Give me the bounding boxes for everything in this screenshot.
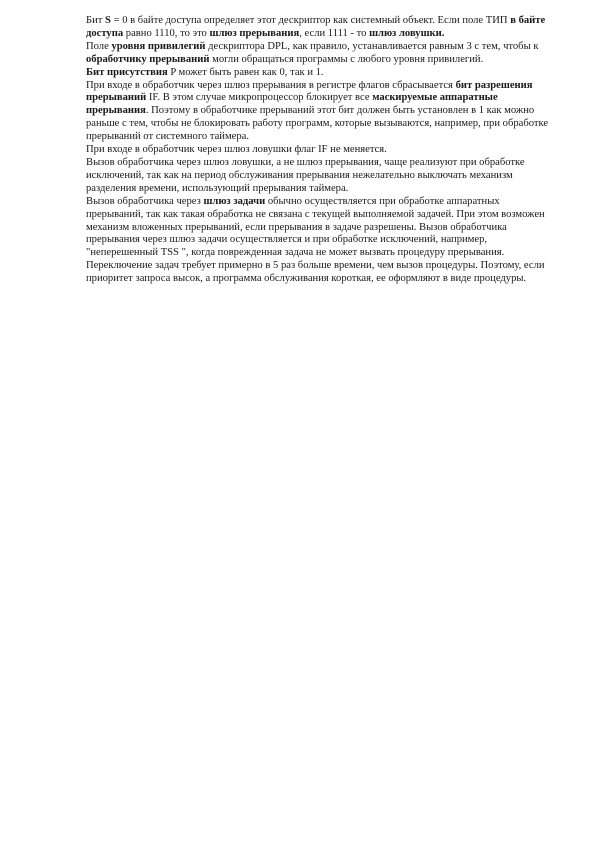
- text-run: Поле: [86, 40, 112, 52]
- paragraph-presence-bit: [86, 67, 554, 80]
- paragraph-trap-gate-entry: [86, 144, 554, 157]
- emphasized-term: маскируемые аппаратные прерывания: [86, 92, 498, 117]
- paragraph-task-gate: [86, 196, 554, 286]
- text-run: дескриптора DPL, как правило, устанавливается равным 3 с тем, чтобы к: [205, 40, 539, 52]
- text-run: При входе в обработчик через шлюз ловушки флаг IF не меняется.: [86, 144, 387, 156]
- text-run: При входе в обработчик через шлюз прерывания в регистре флагов сбрасывается: [86, 79, 456, 91]
- text-run: могли обращаться программы с любого уровня привилегий.: [209, 53, 484, 65]
- text-run: IF. В этом случае микропроцессор блокирует все: [146, 92, 373, 104]
- emphasized-term: обработчику прерываний: [86, 53, 210, 65]
- paragraph-trap-gate-usage: [86, 157, 554, 196]
- text-run: Бит: [86, 15, 106, 26]
- text-run: равно 1110, то это: [123, 27, 210, 39]
- emphasized-term: бит разрешения прерываний: [86, 79, 533, 104]
- paragraph-system-descriptor: [86, 15, 554, 41]
- emphasized-term: шлюз задачи: [203, 195, 266, 207]
- paragraph-privilege-level: [86, 41, 554, 67]
- text-run: P может быть равен как 0, так и 1.: [167, 66, 324, 78]
- text-run: , если 1111 - то: [299, 27, 370, 39]
- text-run: Вызов обработчика через шлюз ловушки, а не шлюз прерывания, чаще реализуют при обработке исключений, так как на период обслуживания прерывания нежелательно выключать механизм разделения времени, использующий прерывания таймера.: [86, 156, 525, 194]
- emphasized-term: в байте доступа: [86, 15, 546, 39]
- emphasized-term: Бит присутствия: [86, 66, 168, 78]
- text-run: . Поэтому в обработчике прерываний этот бит должен быть установлен в 1 как можно раньше с тем, чтобы не блокировать работу программ, которые вызываются, например, при обработке прерываний от системного таймера.: [86, 105, 549, 143]
- text-run: Вызов обработчика через: [86, 195, 204, 207]
- paragraph-interrupt-gate-entry: [86, 80, 554, 145]
- text-run: = 0 в байте доступа определяет этот дескриптор как системный объект. Если поле ТИП: [110, 15, 511, 26]
- emphasized-term: S: [105, 15, 111, 26]
- emphasized-term: шлюз ловушки.: [369, 27, 445, 39]
- document-body: [86, 15, 554, 286]
- emphasized-term: уровня привилегий: [111, 40, 206, 52]
- text-run: обычно осуществляется при обработке аппаратных прерываний, так как такая обработка не связана с текущей выполняемой задачей. При этом возможен механизм вложенных прерываний, если прерывания в задаче разрешены. Вызов обработчика прерывания через шлюз задачи осуществляется и при обработке исключений, например, "неперешенный TSS ", когда поврежденная задача не может вызвать процедуру прерывания. Переключение задач требует примерно в 5 раз больше времени, чем вызов процедуры. Поэтому, если приоритет запроса высок, а программа обслуживания короткая, ее оформляют в виде процедуры.: [86, 195, 545, 285]
- emphasized-term: шлюз прерывания: [209, 27, 300, 39]
